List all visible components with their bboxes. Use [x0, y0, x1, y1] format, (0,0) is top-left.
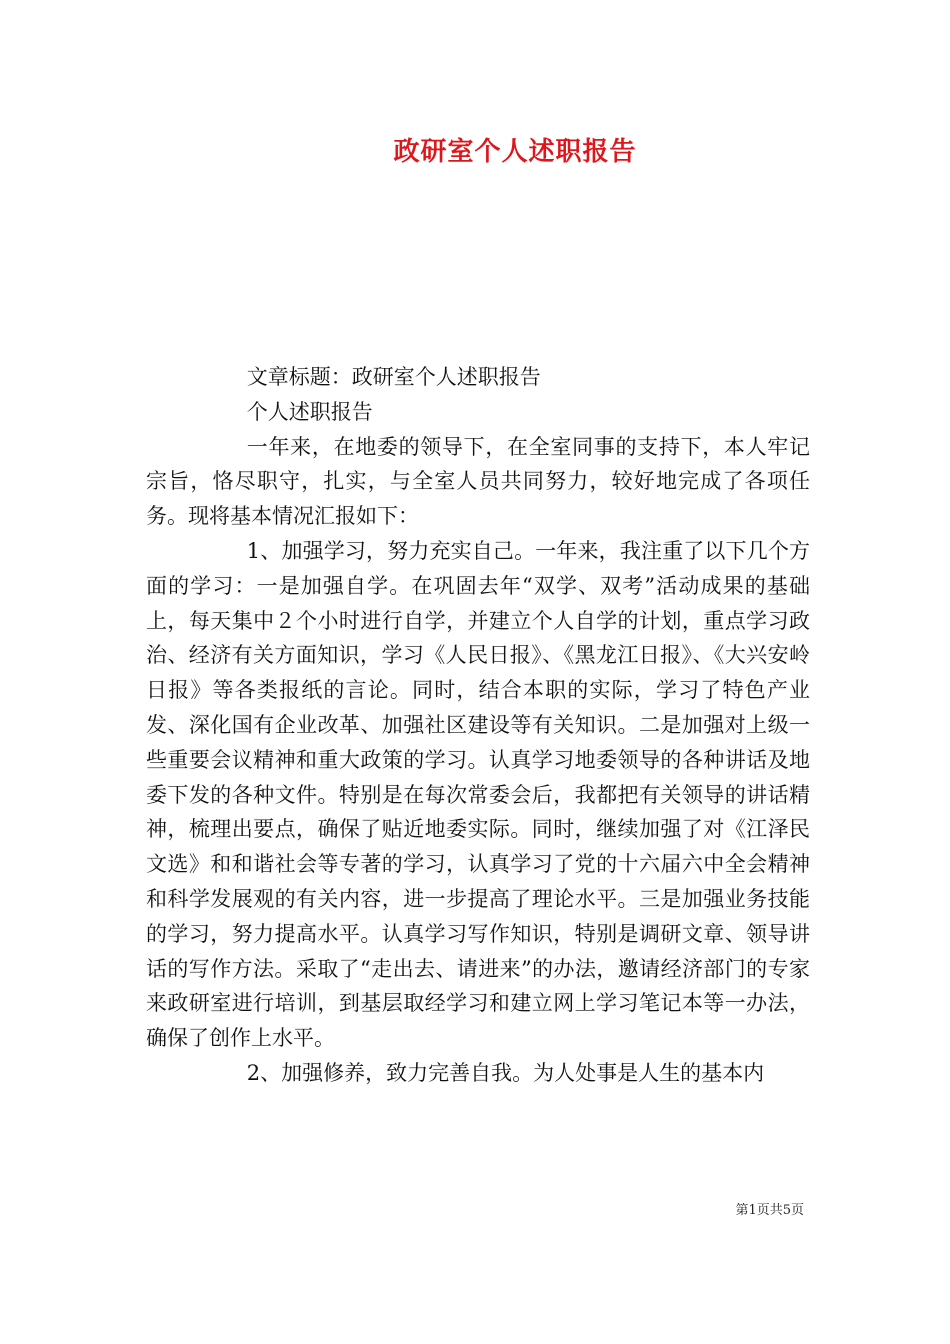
section-1-paragraph: 1、加强学习，努力充实自己。一年来，我注重了以下几个方面的学习：一是加强自学。在巩固去年“双学、双考”活动成果的基础上，每天集中２个小时进行自学，并建立个人自学的计划，重点学习政治、经济有关方面知识，学习《人民日报》、《黑龙江日报》、《大兴安岭日报》等各类报纸的言论。同时，结合本职的实际，学习了特色产业发、深化国有企业改革、加强社区建设等有关知识。二是加强对上级一些重要会议精神和重大政策的学习。认真学习地委领导的各种讲话及地委下发的各种文件。特别是在每次常委会后，我都把有关领导的讲话精神，梳理出要点，确保了贴近地委实际。同时，继续加强了对《江泽民文选》和和谐社会等专著的学习，认真学习了党的十六届六中全会精神和科学发展观的有关内容，进一步提高了理论水平。三是加强业务技能的学习，努力提高水平。认真学习写作知识，特别是调研文章、领导讲话的写作方法。采取了“走出去、请进来”的办法，邀请经济部门的专家来政研室进行培训，到基层取经学习和建立网上学习笔记本等一办法，确保了创作上水平。 — [146, 538, 810, 1051]
page-number-label: 第1页共5页 — [735, 1203, 804, 1218]
section-2-paragraph: 2、加强修养，致力完善自我。为人处事是人生的基本内 — [246, 1060, 765, 1085]
page-title: 政研室个人述职报告 — [393, 137, 637, 167]
intro-paragraph: 一年来，在地委的领导下，在全室同事的支持下，本人牢记宗旨，恪尽职守，扎实，与全室人员共同努力，较好地完成了各项任务。现将基本情况汇报如下： — [146, 434, 810, 529]
article-title-line: 文章标题：政研室个人述职报告 — [246, 365, 541, 389]
document-body — [146, 360, 810, 1091]
subtitle-line: 个人述职报告 — [246, 399, 373, 424]
page-footer — [735, 1202, 804, 1220]
